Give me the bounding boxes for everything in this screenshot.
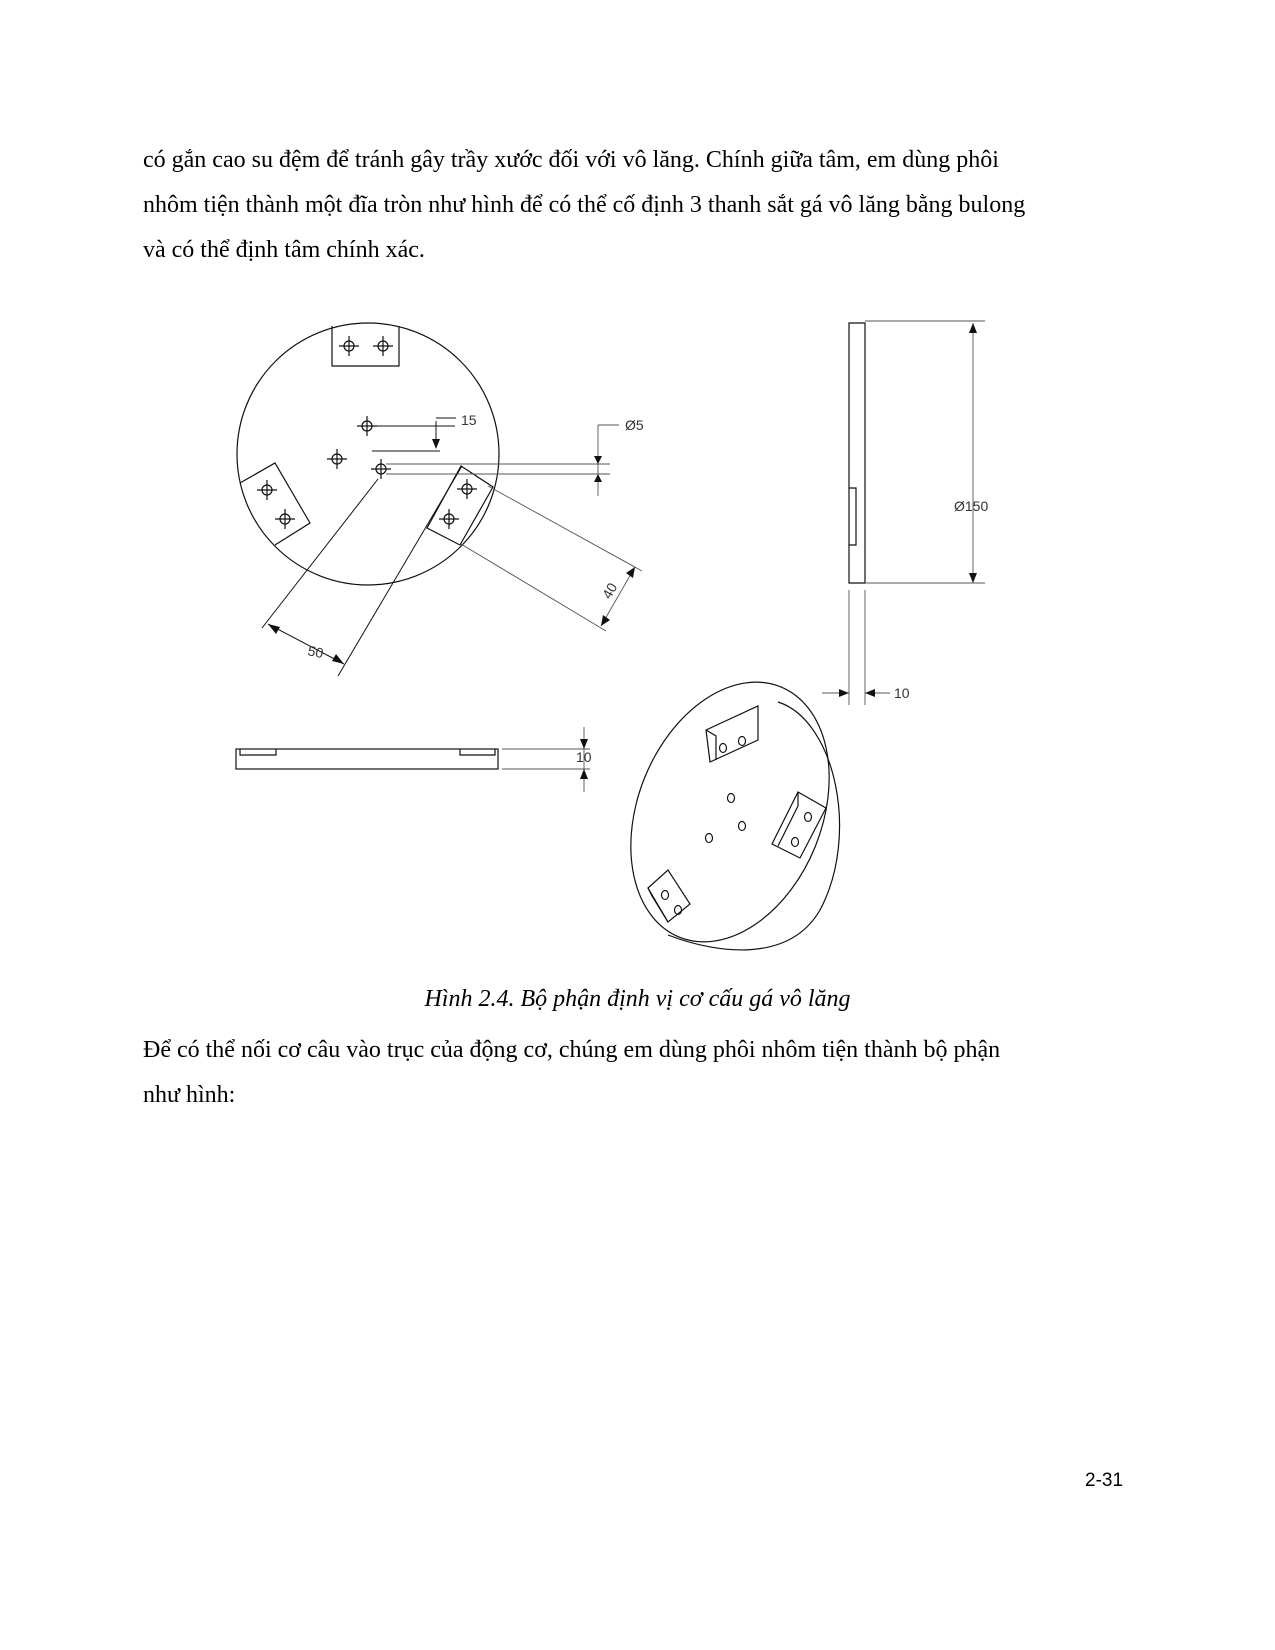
paragraph-2-line-2: như hình: (143, 1082, 236, 1108)
front-view-tab-left (240, 463, 310, 545)
paragraph-2 (143, 1028, 1133, 1118)
dim-label-40: 40 (598, 580, 621, 602)
bolt-holes (257, 336, 477, 529)
dim-label-10-bottom: 10 (576, 749, 592, 765)
figure-caption: Hình 2.4. Bộ phận định vị cơ cấu gá vô lăng (424, 986, 851, 1012)
dimension-40-lines (461, 486, 642, 631)
dim-label-dia5: Ø5 (625, 417, 644, 433)
technical-drawing (0, 300, 1275, 990)
bottom-view (236, 727, 590, 792)
dimension-dia5-lines (386, 425, 619, 496)
front-view-tab-right (427, 466, 493, 545)
arrowheads (268, 323, 977, 779)
paragraph-1 (143, 138, 1133, 273)
paragraph-2-line-1: Để có thể nối cơ câu vào trục của động cơ, chúng em dùng phôi nhôm tiện thành bộ phận (143, 1037, 1001, 1063)
dim-label-dia150: Ø150 (954, 498, 989, 514)
paragraph-1-line-3: và có thể định tâm chính xác. (143, 237, 425, 263)
dim-label-50: 50 (306, 642, 325, 662)
isometric-view (594, 652, 866, 971)
page-number: 2-31 (1085, 1470, 1124, 1491)
paragraph-1-line-2: nhôm tiện thành một đĩa tròn như hình để có thể cố định 3 thanh sắt gá vô lăng bằng bulong (143, 192, 1026, 218)
dim-label-10-side: 10 (894, 685, 910, 701)
front-view-disc (237, 323, 499, 585)
paragraph-1-line-1: có gắn cao su đệm để tránh gây trầy xước đối với vô lăng. Chính giữa tâm, em dùng phôi (143, 147, 999, 173)
dimension-15-lines (372, 418, 456, 451)
dim-label-15: 15 (461, 412, 477, 428)
dimension-50-lines (262, 466, 462, 676)
